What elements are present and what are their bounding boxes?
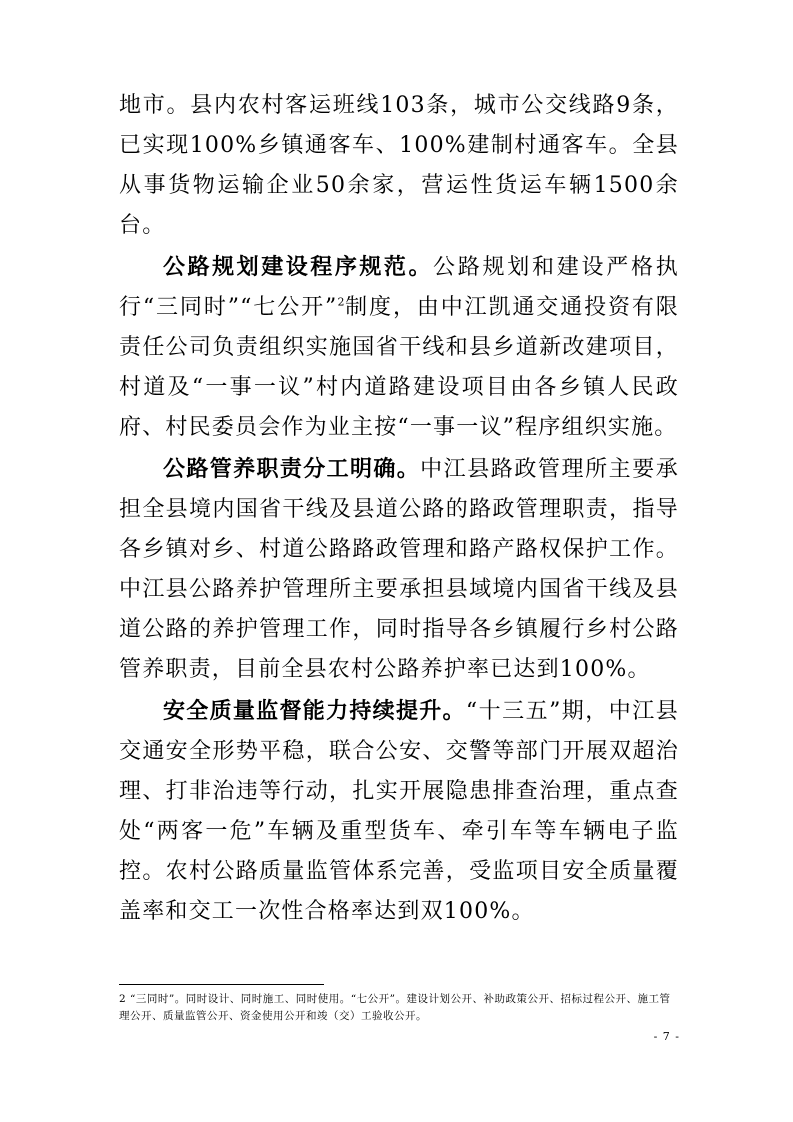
paragraph-road-planning — [119, 248, 679, 448]
paragraph-road-maintenance — [119, 450, 679, 690]
body-text — [119, 86, 679, 932]
footnote-number: 2 — [119, 993, 127, 1005]
paragraph-lead-heading: 安全质量监督能力持续提升。 — [163, 699, 466, 724]
paragraph-lead-heading: 公路规划建设程序规范。 — [163, 255, 434, 280]
paragraph-safety-quality — [119, 692, 679, 932]
footnote-separator — [119, 984, 324, 985]
paragraph-text: 中江县路政管理所主要承担全县境内国省干线及县道公路的路政管理职责，指导各乡镇对乡、村道公路路政管理和路产路权保护工作。中江县公路养护管理所主要承担县域境内国省干线及县道公路的养护管理工作，同时指导各乡镇履行乡村公路管养职责，目前全县农村公路养护率已达到100%。 — [119, 457, 679, 682]
paragraph-text: 公路规划和建设严格执行“三同时”“七公开” — [119, 255, 679, 320]
page-number: - 7 - — [653, 1030, 680, 1043]
paragraph-transport-stats — [119, 86, 679, 246]
paragraph-lead-heading: 公路管养职责分工明确。 — [163, 457, 421, 482]
paragraph-text: 制度，由中江凯通交通投资有限责任公司负责组织实施国省干线和县乡道新改建项目，村道及“一事一议”村内道路建设项目由各乡镇人民政府、村民委员会作为业主按“一事一议”程序组织实施。 — [119, 295, 679, 440]
paragraph-text: 地市。县内农村客运班线103条，城市公交线路9条，已实现100%乡镇通客车、100%建制村通客车。全县从事货物运输企业50余家，营运性货运车辆1500余台。 — [119, 93, 679, 238]
footnote-text: “三同时”。同时设计、同时施工、同时使用。“七公开”。建设计划公开、补助政策公开、招标过程公开、施工管理公开、质量监管公开、资金使用公开和竣（交）工验收公开。 — [119, 993, 671, 1022]
paragraph-text: “十三五”期，中江县交通安全形势平稳，联合公安、交警等部门开展双超治理、打非治违等行动，扎实开展隐患排查治理，重点查处“两客一危”车辆及重型货车、牵引车等车辆电子监控。农村公路质量监管体系完善，受监项目安全质量覆盖率和交工一次性合格率达到双100%。 — [119, 699, 679, 924]
footnote — [119, 991, 679, 1025]
footnote-reference: 2 — [337, 295, 345, 309]
